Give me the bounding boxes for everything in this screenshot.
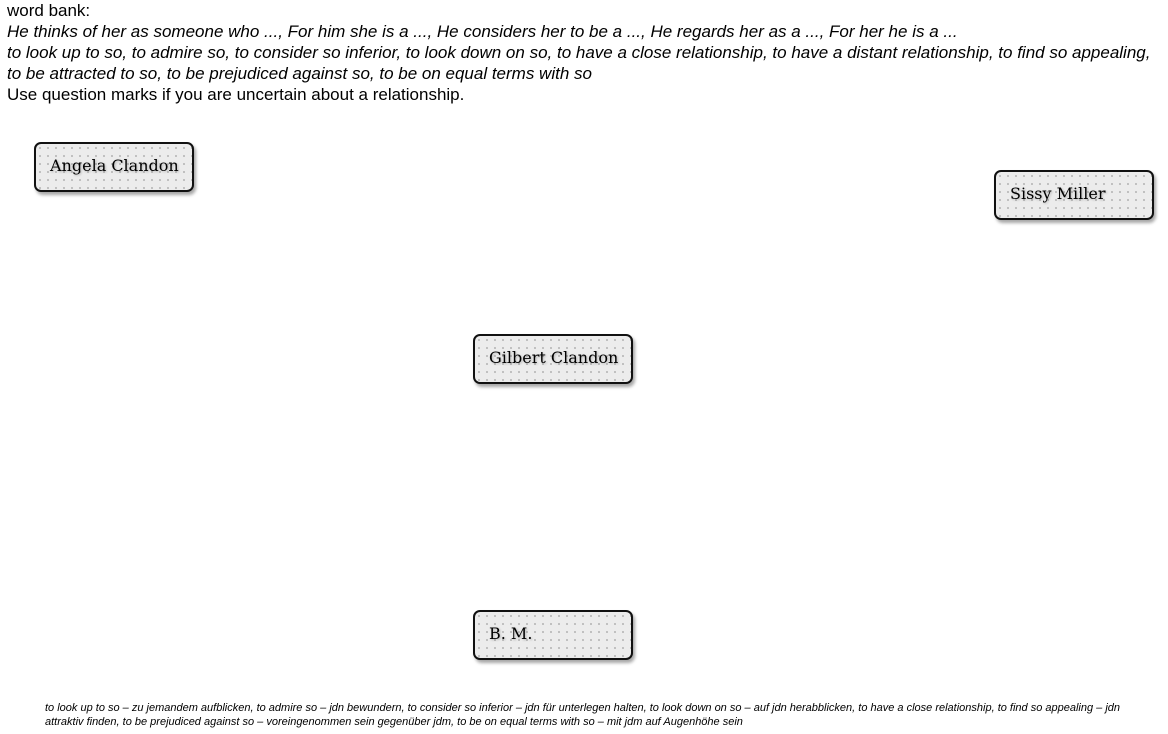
character-label: B. M. — [489, 624, 533, 643]
uncertainty-note: Use question marks if you are uncertain about a relationship. — [7, 85, 465, 104]
character-box-bm[interactable] — [473, 610, 633, 660]
translation-footnote: to look up to so – zu jemandem aufblicken, to admire so – jdn bewundern, to consider so inferior – jdn für unterlegen halten, to look down on so – auf jdn herabblicken, to have a close relationship, to find so appealing – jdn attraktiv finden, to be prejudiced against so – voreingenommen sein gegenüber jdm, to be on equal terms with so – mit jdm auf Augenhöhe sein — [45, 702, 1121, 728]
character-label: Sissy Miller — [1010, 184, 1106, 203]
character-label: Angela Clandon — [50, 156, 179, 175]
word-bank-instructions — [7, 0, 1157, 105]
character-box-angela-clandon[interactable] — [34, 142, 194, 192]
character-label: Gilbert Clandon — [489, 348, 619, 367]
word-bank-heading: word bank: — [7, 1, 91, 20]
character-box-sissy-miller[interactable] — [994, 170, 1154, 220]
relationship-verbs: to look up to so, to admire so, to consider so inferior, to look down on so, to have a close relationship, to have a distant relationship, to find so appealing, to be attracted to so, to be prejudiced against so, to be on equal terms with so — [7, 43, 1151, 83]
sentence-starters: He thinks of her as someone who ..., For him she is a ..., He considers her to be a ..., He regards her as a ..., For her he is a ... — [7, 22, 958, 41]
character-box-gilbert-clandon[interactable] — [473, 334, 633, 384]
